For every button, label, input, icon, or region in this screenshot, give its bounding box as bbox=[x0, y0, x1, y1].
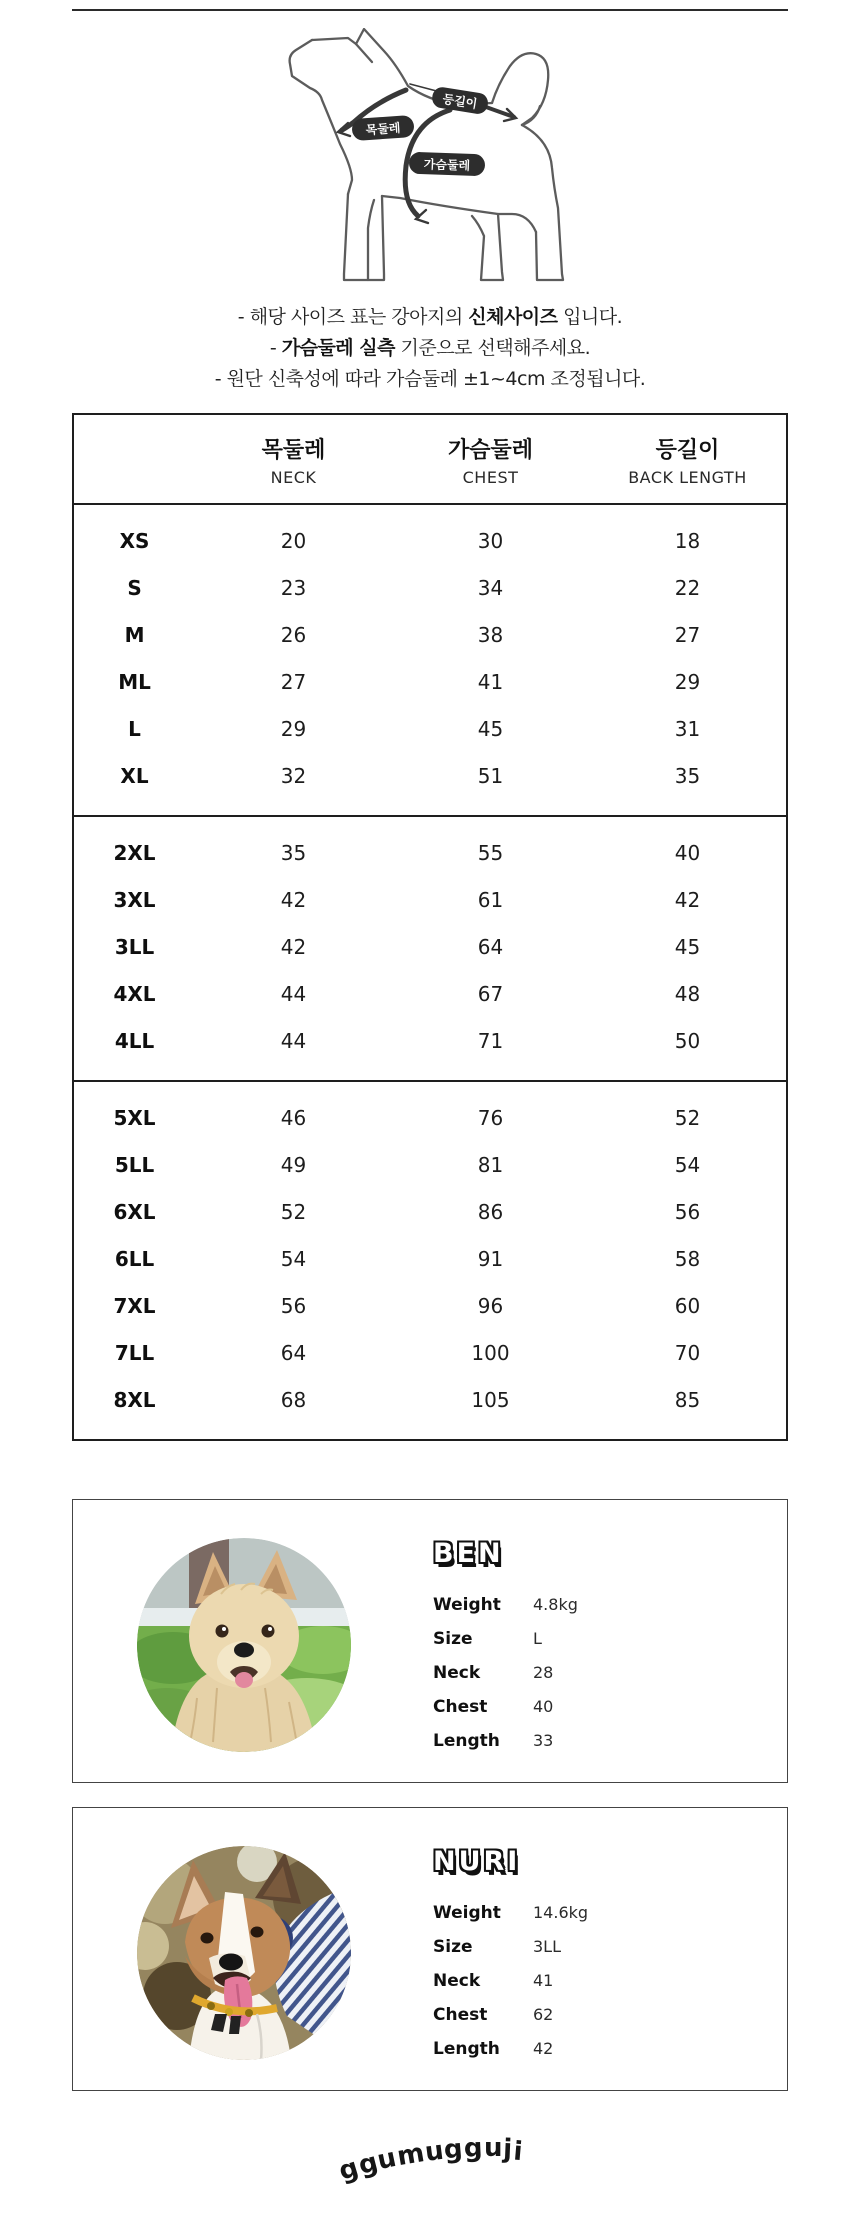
size-cell: 5XL bbox=[113, 1105, 156, 1130]
model-row-value: 42 bbox=[533, 2039, 554, 2058]
size-cell: L bbox=[128, 716, 141, 741]
model-row-length bbox=[433, 2039, 763, 2059]
model-row-label: Neck bbox=[433, 1663, 481, 1683]
dog-outline-illustration bbox=[260, 28, 600, 298]
header-col-neck bbox=[195, 433, 392, 487]
back-length-cell: 35 bbox=[674, 763, 701, 788]
chest-cell: 41 bbox=[477, 669, 504, 694]
size-group-2 bbox=[74, 817, 786, 1080]
table-row-6ll bbox=[74, 1235, 786, 1282]
model-row-label: Chest bbox=[433, 2005, 488, 2025]
sizing-notes bbox=[0, 302, 860, 395]
model-row-value: L bbox=[533, 1629, 542, 1648]
size-cell: 3XL bbox=[113, 887, 156, 912]
model-row-value: 3LL bbox=[533, 1937, 562, 1956]
chest-cell: 55 bbox=[477, 840, 504, 865]
note-line-3: - 원단 신축성에 따라 가슴둘레 ±1~4cm 조정됩니다. bbox=[214, 368, 646, 390]
neck-cell: 35 bbox=[280, 840, 307, 865]
size-cell: 5LL bbox=[114, 1152, 155, 1177]
table-row-xs bbox=[74, 517, 786, 564]
note-line-1: - 해당 사이즈 표는 강아지의 신체사이즈 입니다. bbox=[237, 306, 623, 328]
model-card-nuri bbox=[72, 1807, 788, 2091]
model-row-label: Weight bbox=[433, 1903, 501, 1923]
table-row-m bbox=[74, 611, 786, 658]
top-divider bbox=[72, 9, 788, 11]
size-table-header bbox=[74, 415, 786, 503]
model-rows bbox=[433, 1595, 763, 1751]
size-cell: 7LL bbox=[114, 1340, 155, 1365]
ben-photo bbox=[137, 1538, 351, 1752]
neck-cell: 26 bbox=[280, 622, 307, 647]
size-cell: 3LL bbox=[114, 934, 155, 959]
back-length-cell: 42 bbox=[674, 887, 701, 912]
model-row-size bbox=[433, 1937, 763, 1957]
size-cell: XS bbox=[119, 528, 150, 553]
neck-cell: 54 bbox=[280, 1246, 307, 1271]
model-name: NURI bbox=[433, 1846, 521, 1877]
model-row-value: 14.6kg bbox=[533, 1903, 589, 1922]
back-length-cell: 70 bbox=[674, 1340, 701, 1365]
neck-cell: 20 bbox=[280, 528, 307, 553]
table-row-4ll bbox=[74, 1017, 786, 1064]
table-row-5ll bbox=[74, 1141, 786, 1188]
chest-cell: 34 bbox=[477, 575, 504, 600]
back-length-cell: 18 bbox=[674, 528, 701, 553]
table-row-7xl bbox=[74, 1282, 786, 1329]
model-row-value: 62 bbox=[533, 2005, 554, 2024]
chest-cell: 61 bbox=[477, 887, 504, 912]
table-row-6xl bbox=[74, 1188, 786, 1235]
model-row-size bbox=[433, 1629, 763, 1649]
table-row-xl bbox=[74, 752, 786, 799]
chest-cell: 91 bbox=[477, 1246, 504, 1271]
dog-measurement-diagram bbox=[260, 28, 600, 298]
size-cell: 7XL bbox=[113, 1293, 156, 1318]
header-en: BACK LENGTH bbox=[628, 468, 747, 487]
neck-cell: 32 bbox=[280, 763, 307, 788]
header-size-col bbox=[74, 433, 195, 487]
chest-cell: 45 bbox=[477, 716, 504, 741]
size-table-body bbox=[74, 505, 786, 1439]
neck-cell: 49 bbox=[280, 1152, 307, 1177]
size-group-3 bbox=[74, 1082, 786, 1439]
table-row-3ll bbox=[74, 923, 786, 970]
model-row-neck bbox=[433, 1971, 763, 1991]
table-row-7ll bbox=[74, 1329, 786, 1376]
back-length-cell: 31 bbox=[674, 716, 701, 741]
neck-cell: 23 bbox=[280, 575, 307, 600]
model-row-weight bbox=[433, 1595, 763, 1615]
chest-cell: 96 bbox=[477, 1293, 504, 1318]
neck-cell: 27 bbox=[280, 669, 307, 694]
model-rows bbox=[433, 1903, 763, 2059]
back-length-cell: 45 bbox=[674, 934, 701, 959]
model-row-value: 41 bbox=[533, 1971, 554, 1990]
model-row-chest bbox=[433, 2005, 763, 2025]
model-row-label: Weight bbox=[433, 1595, 501, 1615]
size-cell: M bbox=[124, 622, 145, 647]
header-en: CHEST bbox=[462, 468, 519, 487]
chest-cell: 81 bbox=[477, 1152, 504, 1177]
neck-badge bbox=[351, 115, 414, 141]
neck-cell: 44 bbox=[280, 1028, 307, 1053]
back-length-cell: 52 bbox=[674, 1105, 701, 1130]
note-line-2: - 가슴둘레 실측 기준으로 선택해주세요. bbox=[269, 337, 591, 359]
chest-cell: 100 bbox=[471, 1340, 510, 1365]
size-cell: 4LL bbox=[114, 1028, 155, 1053]
header-ko: 가슴둘레 bbox=[447, 438, 533, 463]
chest-cell: 86 bbox=[477, 1199, 504, 1224]
footer bbox=[0, 2133, 860, 2227]
table-row-5xl bbox=[74, 1094, 786, 1141]
brand-logo: ggumugguji bbox=[334, 2133, 525, 2187]
table-row-4xl bbox=[74, 970, 786, 1017]
model-row-value: 40 bbox=[533, 1697, 554, 1716]
back-length-label: 등길이 bbox=[441, 91, 479, 112]
model-row-label: Neck bbox=[433, 1971, 481, 1991]
model-info-nuri bbox=[433, 1846, 763, 2073]
table-row-s bbox=[74, 564, 786, 611]
size-cell: 8XL bbox=[113, 1387, 156, 1412]
header-en: NECK bbox=[270, 468, 317, 487]
model-card-ben bbox=[72, 1499, 788, 1783]
back-length-cell: 85 bbox=[674, 1387, 701, 1412]
back-length-badge bbox=[431, 86, 490, 116]
chest-badge bbox=[409, 152, 486, 177]
model-row-chest bbox=[433, 1697, 763, 1717]
model-row-label: Length bbox=[433, 1731, 500, 1751]
model-name: BEN bbox=[433, 1538, 504, 1569]
back-length-cell: 50 bbox=[674, 1028, 701, 1053]
back-length-cell: 29 bbox=[674, 669, 701, 694]
chest-cell: 64 bbox=[477, 934, 504, 959]
neck-cell: 64 bbox=[280, 1340, 307, 1365]
chest-cell: 105 bbox=[471, 1387, 510, 1412]
size-cell: ML bbox=[118, 669, 151, 694]
back-length-cell: 54 bbox=[674, 1152, 701, 1177]
model-row-label: Size bbox=[433, 1937, 473, 1957]
model-row-label: Chest bbox=[433, 1697, 488, 1717]
model-info-ben bbox=[433, 1538, 763, 1765]
size-cell: 4XL bbox=[113, 981, 156, 1006]
nuri-photo bbox=[137, 1846, 351, 2060]
neck-cell: 68 bbox=[280, 1387, 307, 1412]
size-cell: XL bbox=[120, 763, 149, 788]
model-row-label: Size bbox=[433, 1629, 473, 1649]
chest-cell: 51 bbox=[477, 763, 504, 788]
back-length-cell: 22 bbox=[674, 575, 701, 600]
size-cell: 6LL bbox=[114, 1246, 155, 1271]
back-length-cell: 48 bbox=[674, 981, 701, 1006]
back-length-cell: 40 bbox=[674, 840, 701, 865]
back-length-cell: 27 bbox=[674, 622, 701, 647]
header-col-back-length bbox=[589, 433, 786, 487]
header-col-chest bbox=[392, 433, 589, 487]
neck-cell: 29 bbox=[280, 716, 307, 741]
chest-cell: 71 bbox=[477, 1028, 504, 1053]
model-row-value: 28 bbox=[533, 1663, 554, 1682]
model-row-label: Length bbox=[433, 2039, 500, 2059]
size-table bbox=[72, 413, 788, 1441]
back-length-cell: 56 bbox=[674, 1199, 701, 1224]
model-row-length bbox=[433, 1731, 763, 1751]
table-row-8xl bbox=[74, 1376, 786, 1423]
table-row-2xl bbox=[74, 829, 786, 876]
size-cell: S bbox=[127, 575, 142, 600]
neck-cell: 46 bbox=[280, 1105, 307, 1130]
model-row-value: 4.8kg bbox=[533, 1595, 578, 1614]
chest-cell: 38 bbox=[477, 622, 504, 647]
neck-cell: 44 bbox=[280, 981, 307, 1006]
neck-cell: 42 bbox=[280, 887, 307, 912]
model-row-weight bbox=[433, 1903, 763, 1923]
chest-cell: 30 bbox=[477, 528, 504, 553]
size-cell: 2XL bbox=[113, 840, 156, 865]
table-row-3xl bbox=[74, 876, 786, 923]
neck-cell: 52 bbox=[280, 1199, 307, 1224]
table-row-ml bbox=[74, 658, 786, 705]
neck-cell: 42 bbox=[280, 934, 307, 959]
back-length-cell: 60 bbox=[674, 1293, 701, 1318]
neck-cell: 56 bbox=[280, 1293, 307, 1318]
chest-cell: 76 bbox=[477, 1105, 504, 1130]
back-length-cell: 58 bbox=[674, 1246, 701, 1271]
model-row-neck bbox=[433, 1663, 763, 1683]
size-group-1 bbox=[74, 505, 786, 815]
size-cell: 6XL bbox=[113, 1199, 156, 1224]
model-row-value: 33 bbox=[533, 1731, 554, 1750]
header-ko: 목둘레 bbox=[261, 438, 326, 463]
neck-label: 목둘레 bbox=[365, 120, 401, 138]
table-row-l bbox=[74, 705, 786, 752]
chest-label: 가슴둘레 bbox=[423, 157, 471, 173]
chest-cell: 67 bbox=[477, 981, 504, 1006]
header-ko: 등길이 bbox=[655, 438, 720, 463]
